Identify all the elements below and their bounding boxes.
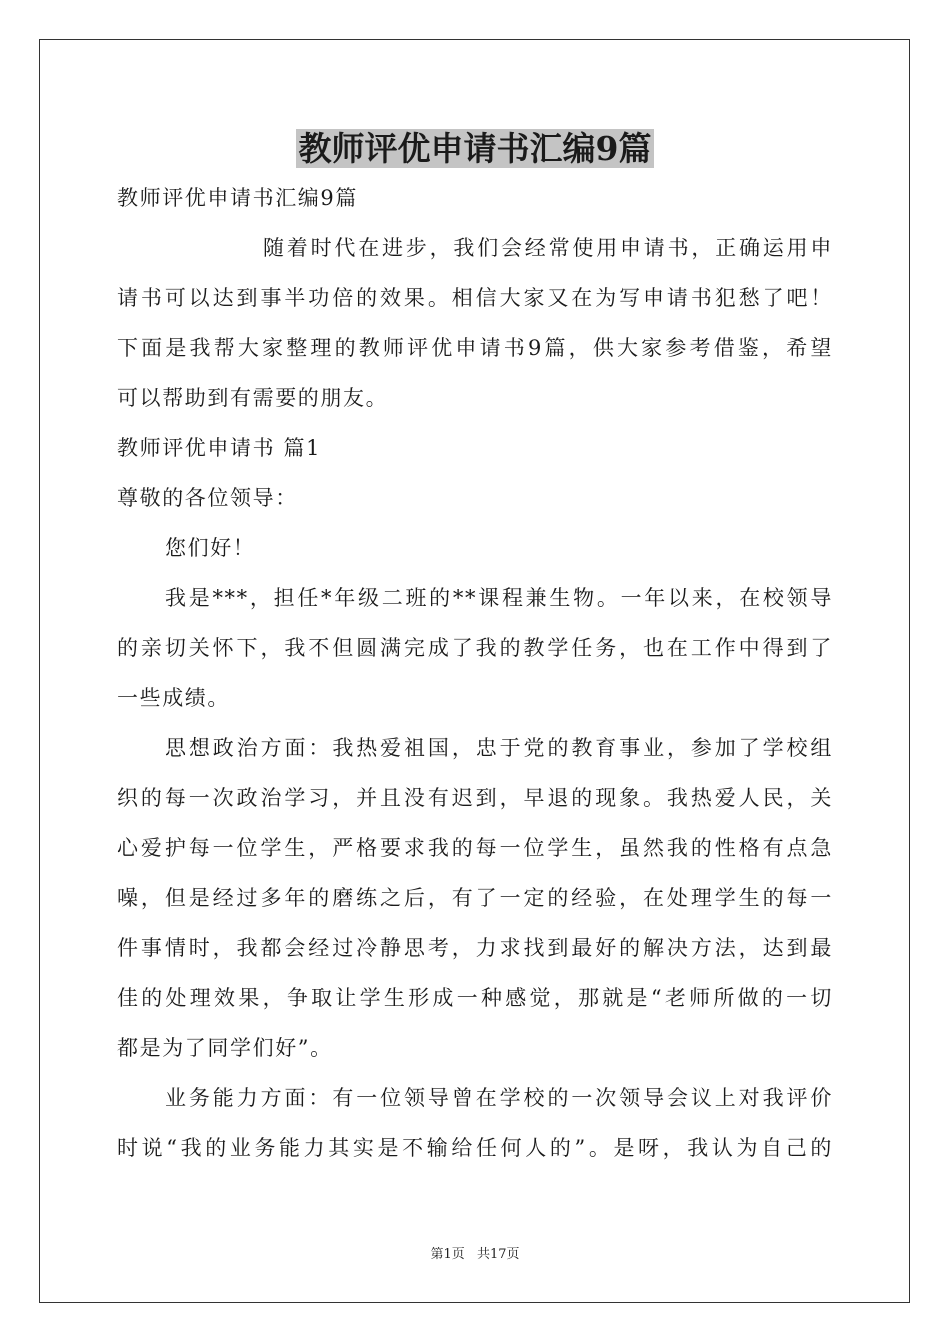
paragraph-line: 心爱护每一位学生，严格要求我的每一位学生，虽然我的性格有点急 <box>117 836 833 860</box>
paragraph-line: 时说“我的业务能力其实是不输给任何人的”。是呀，我认为自己的 <box>117 1136 833 1160</box>
page-total: 共17页 <box>476 1247 520 1262</box>
paragraph-line: 织的每一次政治学习，并且没有迟到，早退的现象。我热爱人民，关 <box>117 786 833 810</box>
document-title <box>0 126 950 172</box>
paragraph-line: 思想政治方面：我热爱祖国，忠于党的教育事业，参加了学校组 <box>165 736 833 760</box>
greeting-line: 您们好！ <box>165 536 256 560</box>
page-number: 第1页 <box>430 1247 465 1262</box>
paragraph-line: 件事情时，我都会经过冷静思考，力求找到最好的解决方法，达到最 <box>117 936 833 960</box>
paragraph-line: 佳的处理效果，争取让学生形成一种感觉，那就是“老师所做的一切 <box>117 986 833 1010</box>
paragraph-line: 的亲切关怀下，我不但圆满完成了我的教学任务，也在工作中得到了 <box>117 636 833 660</box>
paragraph-line: 请书可以达到事半功倍的效果。相信大家又在为写申请书犯愁了吧！ <box>117 286 833 310</box>
document-body <box>117 180 833 1180</box>
paragraph-line: 一些成绩。 <box>117 686 230 710</box>
paragraph-line: 下面是我帮大家整理的教师评优申请书9篇，供大家参考借鉴，希望 <box>117 336 833 360</box>
paragraph-line: 业务能力方面：有一位领导曾在学校的一次领导会议上对我评价 <box>165 1086 833 1110</box>
document-title-text: 教师评优申请书汇编9篇 <box>296 129 655 168</box>
paragraph-line: 噪，但是经过多年的磨练之后，有了一定的经验，在处理学生的每一 <box>117 886 833 910</box>
section-heading: 教师评优申请书 篇1 <box>117 436 322 460</box>
paragraph-line: 都是为了同学们好”。 <box>117 1036 333 1060</box>
paragraph-line: 我是***，担任*年级二班的**课程兼生物。一年以来，在校领导 <box>165 586 833 610</box>
paragraph-line: 可以帮助到有需要的朋友。 <box>117 386 389 410</box>
paragraph-line: 随着时代在进步，我们会经常使用申请书，正确运用申 <box>263 236 833 260</box>
subtitle-line: 教师评优申请书汇编9篇 <box>117 186 358 210</box>
page-footer <box>0 1243 950 1262</box>
salutation-line: 尊敬的各位领导： <box>117 486 298 510</box>
